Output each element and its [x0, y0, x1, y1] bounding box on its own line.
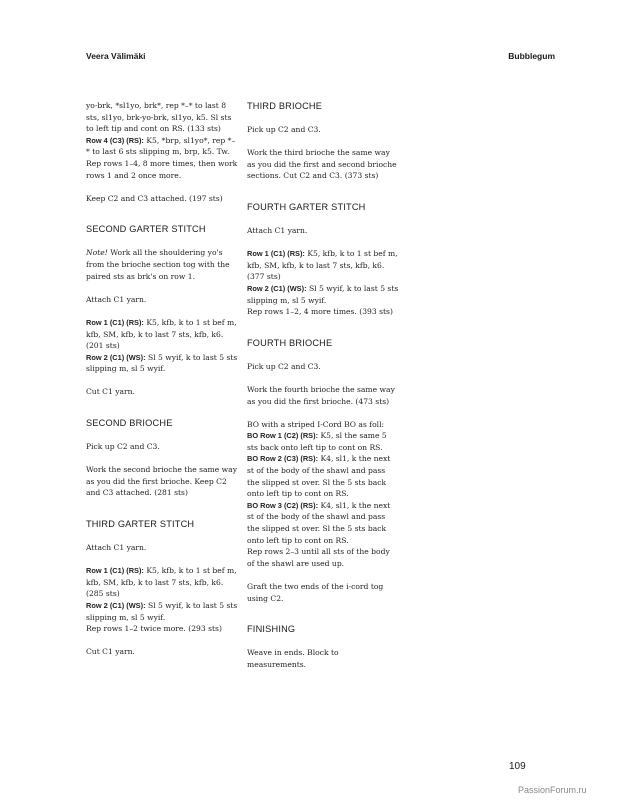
row-text: Sl 5 wyif, k to last 5 sts slipping m, sl 5 wyif. [86, 601, 238, 622]
cut-instruction: Cut C1 yarn. [86, 387, 135, 397]
finishing-instruction: Weave in ends. Block to measurements. [247, 648, 339, 669]
note-label: Note! [86, 248, 108, 258]
page-header [86, 51, 555, 65]
row-text: K5, kfb, k to 1 st bef m, kfb, SM, kfb, k to last 7 sts, kfb, k6. (285 sts) [86, 566, 237, 599]
attach-instruction: Attach C1 yarn. [247, 225, 308, 235]
row-text: K5, kfb, k to 1 st bef m, kfb, SM, kfb, k to last 7 sts, kfb, k6. (377 sts) [247, 249, 398, 282]
pickup-instruction: Pick up C2 and C3. [247, 125, 321, 134]
row-label: BO Row 2 (C3) (RS): [247, 454, 319, 464]
row-text: K4, sl1, k the next st of the body of the shawl and pass the slipped st over. Sl the 5 sts back onto left tip to cont on RS. [247, 454, 391, 499]
keep-note: Keep C2 and C3 attached. (197 sts) [86, 193, 223, 203]
row-1-instruction [86, 565, 238, 600]
row-label: Row 2 (C1) (WS): [86, 352, 146, 362]
left-column [86, 100, 238, 658]
row-text: K5, *brp, sl1yo*, rep *–* to last 6 sts slipping m, brp, k5. Tw. Rep rows 1–4, 8 more times, then work rows 1 and 2 once more. [86, 135, 238, 180]
repeat-instruction: Rep rows 1–2 twice more. (293 sts) [86, 624, 222, 634]
row-label: Row 2 (C1) (WS): [86, 601, 146, 610]
row-1-instruction [247, 248, 399, 283]
pickup-instruction: Pick up C2 and C3. [247, 361, 321, 371]
section-heading-finishing: FINISHING [247, 624, 296, 635]
row-text: Sl 5 wyif, k to last 5 sts slipping m, sl 5 wyif. [86, 352, 238, 374]
attach-instruction: Attach C1 yarn. [86, 543, 147, 553]
row-label: Row 4 (C3) (RS): [86, 135, 144, 145]
row-1-instruction [86, 317, 238, 352]
row-4-instruction [86, 135, 238, 181]
row-2-instruction [247, 283, 399, 306]
brioche-paragraph: Work the second brioche the same way as you did the first brioche. Keep C2 and C3 attached. (281 sts) [86, 465, 237, 498]
section-heading-second-garter: SECOND GARTER STITCH [86, 224, 206, 235]
cut-instruction: Cut C1 yarn. [86, 647, 135, 657]
row-label: Row 1 (C1) (RS): [86, 317, 144, 327]
row-text: K5, sl the same 5 sts back onto left tip to cont on RS. [247, 431, 387, 452]
pickup-instruction: Pick up C2 and C3. [86, 442, 160, 452]
row-label: Row 1 (C1) (RS): [247, 249, 305, 259]
note-paragraph [86, 247, 238, 282]
bo-row-1-instruction [247, 430, 399, 453]
brioche-paragraph: Work the fourth brioche the same way as you did the first brioche. (473 sts) [247, 384, 395, 406]
section-heading-fourth-garter: FOURTH GARTER STITCH [247, 201, 366, 212]
row-label: Row 2 (C1) (WS): [247, 283, 307, 293]
pattern-title: Bubblegum [508, 51, 555, 61]
watermark: PassionForum.ru [518, 785, 587, 795]
paragraph-continuation: yo-brk, *sl1yo, brk*, rep *–* to last 8 sts, sl1yo, brk-yo-brk, sl1yo, k5. Sl sts to left tip and cont on RS. (133 sts) [86, 101, 232, 134]
bo-row-3-instruction [247, 500, 399, 546]
graft-instruction: Graft the two ends of the i-cord tog using C2. [247, 582, 384, 603]
page-number: 109 [509, 761, 526, 772]
repeat-instruction: Rep rows 2–3 until all sts of the body of the shawl are used up. [247, 547, 390, 568]
row-label: BO Row 1 (C2) (RS): [247, 431, 319, 441]
row-label: Row 1 (C1) (RS): [86, 566, 144, 576]
note-text: Work all the shouldering yo's from the brioche section tog with the paired sts as brk's on row 1. [86, 248, 230, 281]
section-heading-third-brioche: THIRD BRIOCHE [247, 101, 323, 111]
author-name: Veera Välimäki [86, 51, 146, 61]
attach-instruction: Attach C1 yarn. [86, 294, 147, 304]
bind-off-intro: BO with a striped I-Cord BO as foll: [247, 419, 385, 429]
row-label: BO Row 3 (C2) (RS): [247, 500, 319, 510]
row-text: K5, kfb, k to 1 st bef m, kfb, SM, kfb, k to last 7 sts, kfb, k6. (201 sts) [86, 317, 237, 351]
repeat-instruction: Rep rows 1–2, 4 more times. (393 sts) [247, 307, 393, 317]
section-heading-second-brioche: SECOND BRIOCHE [86, 418, 173, 429]
right-column [247, 100, 399, 670]
row-text: Sl 5 wyif, k to last 5 sts slipping m, sl 5 wyif. [247, 283, 399, 305]
brioche-paragraph: Work the third brioche the same way as you did the first and second brioche sections. Cut C2 and C3. (373 sts) [247, 148, 397, 181]
row-text: K4, sl1, k the next st of the body of the shawl and pass the slipped st over. Sl the 5 sts back onto left tip to cont on RS. [247, 500, 391, 545]
section-heading-fourth-brioche: FOURTH BRIOCHE [247, 337, 333, 348]
section-heading-third-garter: THIRD GARTER STITCH [86, 519, 195, 530]
bo-row-2-instruction [247, 453, 399, 499]
row-2-instruction [86, 352, 238, 375]
row-2-instruction [86, 600, 238, 623]
